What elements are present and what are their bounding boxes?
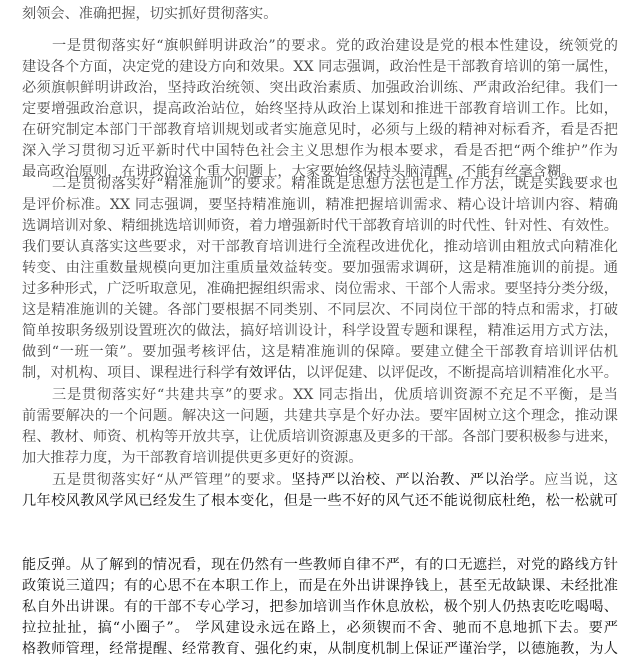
text-segment: 建设各个方面，决定党的建设方向和效果。XX 同志强调，政治性是干部教育培训的第一属性，	[22, 58, 618, 75]
text-line	[22, 195, 618, 216]
text-segment: ，以评促建、以评促改，不断提高培训精准化水平。	[291, 364, 618, 381]
text-line	[22, 321, 618, 342]
text-segment: 应当说，这	[544, 471, 618, 488]
text-segment: 刻领会、准确把握，切实抓好贯彻落实。	[22, 5, 278, 22]
text-segment: 是评价标准。XX 同志强调，要坚持精准施训，精准把握培训需求、精心设计培训内容、精确	[22, 196, 618, 213]
text-line	[52, 470, 618, 491]
text-segment: 能反弹。从了解到的情况看，现在仍然有一些教师自律不严，有的口无遮拦，对党的路线方针	[22, 556, 618, 573]
text-segment: 前需要解决的一个问题。解决这一问题，共建共享是个好办法。要牢固树立这个理念，推动课	[22, 407, 618, 424]
text-segment: 定要增强政治意识，提高政治站位，始终坚持从政治上谋划和推进干部教育培训工作。比如，	[22, 100, 618, 117]
text-segment: 五是贯彻落实好“从严管理”的要求。	[52, 471, 292, 488]
text-segment: 私自外出讲课。有的干部不专心学习，把参加培训当作休息放松，极个别人仍热衷吃吃喝喝、	[22, 598, 618, 615]
text-segment: 格教师管理，经常提醒、经常教育、强化约束，从制度机制上保证严谨治学，以德施教，为人	[22, 640, 618, 657]
text-segment: 选调培训对象、精细挑选培训师资，着力增强新时代干部教育培训的时代性、针对性、有效性。	[22, 217, 618, 234]
emphasized-text: 几年校风教风学风已经发生了根本变化，但是一些不好的风气还不能说彻底杜绝，松一松就可	[22, 492, 618, 509]
text-line	[22, 4, 618, 25]
text-line	[22, 576, 618, 597]
text-line	[22, 448, 618, 469]
text-line	[22, 555, 618, 576]
text-line	[22, 406, 618, 427]
text-segment: 拉拉扯扯，搞“小圈子”。 学风建设永远在路上，必须锲而不舍、驰而不息地抓下去。要严	[22, 619, 618, 636]
text-segment: 必须旗帜鲜明讲政治，坚持政治统领、突出政治素质、加强政治训练、严肃政治纪律。我们一	[22, 79, 618, 96]
text-segment: 政策说三道四；有的心思不在本职工作上，而是在外出讲课挣钱上，甚至无故缺课、未经批准	[22, 577, 618, 594]
text-line	[52, 174, 618, 195]
text-segment: 深入学习贯彻习近平新时代中国特色社会主义思想作为根本要求，看是否把“两个维护”作为	[22, 142, 618, 159]
text-line	[22, 597, 618, 618]
text-segment: 最高政治原则，在讲政治这个重大问题上，大家要始终保持头脑清醒，不能有丝毫含糊。	[22, 163, 576, 180]
text-line	[22, 258, 618, 279]
text-line	[22, 491, 618, 512]
text-line	[52, 36, 618, 57]
text-segment: 简单按职务级别设置班次的做法，搞好培训设计，科学设置专题和课程，精准运用方式方法，	[22, 322, 618, 339]
text-line	[52, 385, 618, 406]
text-line	[22, 342, 618, 363]
text-line	[22, 237, 618, 258]
text-segment: 做到“一班一策”。要加强考核评估，这是精准施训的保障。要建立健全干部教育培训评估机	[22, 343, 618, 360]
text-segment: 这是精准施训的关键。各部门要根据不同类别、不同层次、不同岗位干部的特点和需求，打破	[22, 301, 618, 318]
text-line	[22, 363, 618, 384]
text-line	[22, 57, 618, 78]
text-segment: 我们要认真落实这些要求，对干部教育培训进行全流程改进优化，推动培训由粗放式向精准化	[22, 238, 618, 255]
text-segment: 程、教材、师资、机构等开放共享，让优质培训资源惠及更多的干部。各部门要积极参与进来，	[22, 428, 618, 445]
text-line	[22, 216, 618, 237]
text-line	[22, 120, 618, 141]
text-segment: 一是贯彻落实好“旗帜鲜明讲政治”的要求。党的政治建设是党的根本性建设，统领党的	[52, 37, 618, 54]
emphasized-text: 有效评估	[234, 364, 292, 381]
text-segment: 加大推荐力度，为干部教育培训提供更多更好的资源。	[22, 449, 363, 466]
text-line	[22, 141, 618, 162]
text-line	[22, 78, 618, 99]
text-segment: 在研究制定本部门干部教育培训规划或者实施意见时，必须与上级的精神对标看齐，看是否把	[22, 121, 618, 138]
text-line	[22, 618, 618, 639]
text-line	[22, 639, 618, 660]
text-line	[22, 279, 618, 300]
text-segment: 三是贯彻落实好“共建共享”的要求。XX 同志指出，优质培训资源不充足不平衡，是当	[52, 386, 618, 403]
text-segment: 二是贯彻落实好“精准施训”的要求。精准既是思想方法也是工作方法，既是实践要求也	[52, 175, 618, 192]
text-segment: 过多种形式，广泛听取意见，准确把握组织需求、岗位需求、干部个人需求。要坚持分类分级，	[22, 280, 618, 297]
text-line	[22, 300, 618, 321]
text-segment: 转变、由注重数量规模向更加注重质量效益转变。要加强需求调研，这是精准施训的前提。通	[22, 259, 618, 276]
text-line	[22, 427, 618, 448]
text-line	[22, 99, 618, 120]
emphasized-text: 坚持严以治校、严以治教、严以治学。	[291, 471, 545, 488]
text-segment: 制，对机构、项目、课程进行科学	[22, 364, 235, 381]
